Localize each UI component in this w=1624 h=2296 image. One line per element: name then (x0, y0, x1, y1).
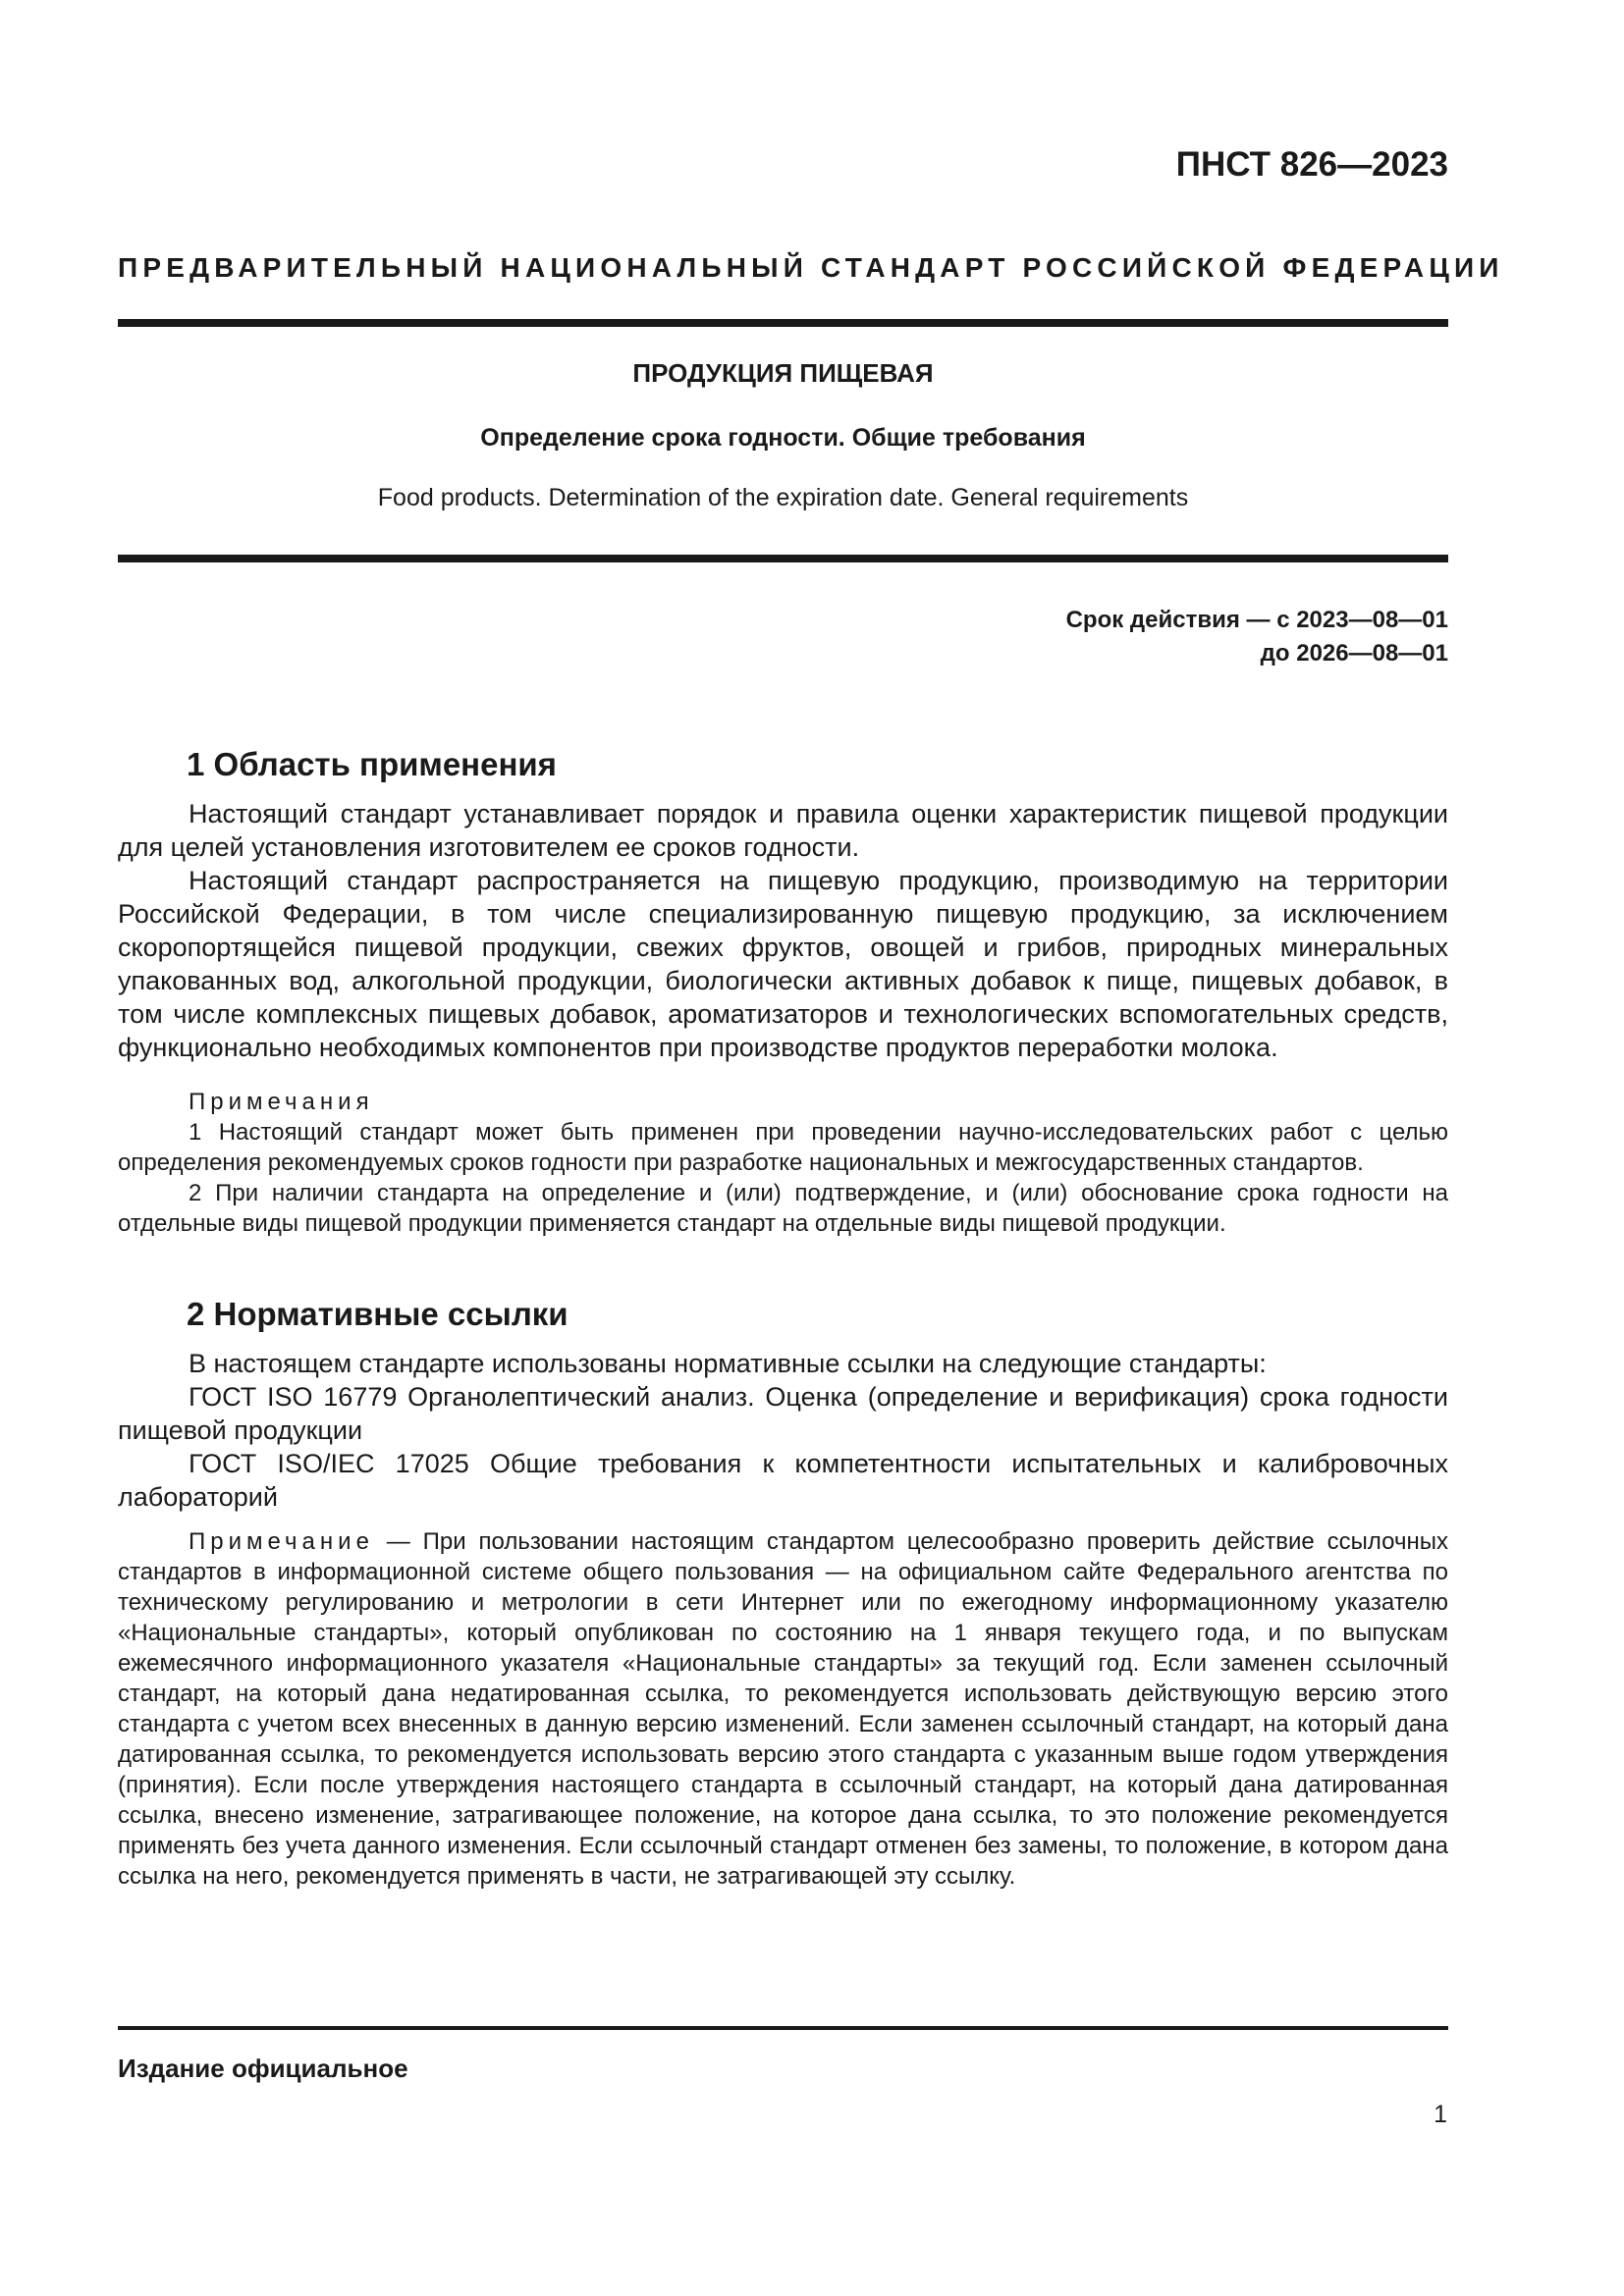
section-2-intro (118, 1347, 1448, 1380)
validity-end: до 2026—08—01 (1260, 640, 1448, 667)
note-paragraph (118, 1526, 1448, 1892)
document-title-english: Food products. Determination of the expiration date. General requirements (377, 484, 1189, 511)
reference-text: ГОСТ ISO 16779 Органолептический анализ. Оценка (определение и верификация) срока годности пищевой продукции (118, 1382, 1448, 1445)
note-1: 1 Настоящий стандарт может быть применен при проведении научно-исследовательских работ с целью определения рекомендуемых сроков годности при разработке национальных и межгосударственных стандартов. (118, 1119, 1448, 1176)
standard-type-heading: ПРЕДВАРИТЕЛЬНЫЙ НАЦИОНАЛЬНЫЙ СТАНДАРТ РОССИЙСКОЙ ФЕДЕРАЦИИ (118, 252, 1504, 283)
note-text: — При пользовании настоящим стандартом целесообразно проверить действие ссылочных стандартов в информационной системе общего пользования — на официальном сайте Федерального агентства по техническому регулированию и метрологии в сети Интернет или по ежегодному информационному указателю «Национальные стандарты», который опубликован по состоянию на 1 января текущего года, и по выпускам ежемесячного информационного указателя «Национальные стандарты» за текущий год. Если заменен ссылочный стандарт, на который дана недатированная ссылка, то рекомендуется использовать действующую версию этого стандарта с учетом всех внесенных в данную версию изменений. Если заменен ссылочный стандарт, на который дана датированная ссылка, то рекомендуется использовать версию этого стандарта с указанным выше годом утверждения (принятия). Если после утверждения настоящего стандарта в ссылочный стандарт, на который дана датированная ссылка, внесено изменение, затрагивающее положение, на которое дана ссылка, то это положение рекомендуется применять без учета данного изменения. Если ссылочный стандарт отменен без замены, то положение, в котором дана ссылка на него, рекомендуется применять в части, не затрагивающей эту ссылку. (118, 1528, 1448, 1890)
paragraph-text: Настоящий стандарт устанавливает порядок и правила оценки характеристик пищевой продукции для целей установления изготовителем ее сроков годности. (118, 799, 1448, 862)
reference-item-1 (118, 1380, 1448, 1447)
document-title: ПРОДУКЦИЯ ПИЩЕВАЯ (632, 358, 934, 388)
validity-start: Срок действия — с 2023—08—01 (1065, 607, 1448, 633)
section-2-title: 2 Нормативные ссылки (187, 1296, 568, 1332)
section-2-note (118, 1526, 1448, 1892)
paragraph-text: В настоящем стандарте использованы нормативные ссылки на следующие стандарты: (189, 1349, 1267, 1378)
paragraph-text: Настоящий стандарт распространяется на пищевую продукцию, производимую на территории Российской Федерации, в том числе специализированную пищевую продукцию, за исключением скоропортящейся пищевой продукции, свежих фруктов, овощей и грибов, природных минеральных упакованных вод, алкогольной продукции, биологически активных добавок к пище, пищевых добавок, в том числе комплексных пищевых добавок, ароматизаторов и технологических вспомогательных средств, функционально необходимых компонентов при производстве продуктов переработки молока. (118, 866, 1448, 1062)
reference-text: ГОСТ ISO/IEC 17025 Общие требования к компетентности испытательных и калибровочных лабораторий (118, 1449, 1448, 1512)
top-divider (118, 319, 1448, 327)
page-number: 1 (1434, 2101, 1447, 2128)
section-1-title: 1 Область применения (187, 746, 557, 782)
official-edition-label: Издание официальное (118, 2054, 408, 2083)
standard-code: ПНСТ 826—2023 (1175, 145, 1448, 184)
reference-item-2 (118, 1447, 1448, 1514)
section-1-notes (118, 1087, 1448, 1239)
section-1-paragraph-1 (118, 797, 1448, 864)
document-subtitle: Определение срока годности. Общие требования (480, 424, 1086, 452)
note-label: Примечание (189, 1528, 374, 1555)
validity-period (1066, 604, 1448, 670)
footer-divider (118, 2026, 1448, 2030)
section-1-paragraph-2 (118, 864, 1448, 1064)
notes-label: Примечания (189, 1089, 374, 1115)
title-divider (118, 555, 1448, 562)
note-2: 2 При наличии стандарта на определение и (или) подтверждение, и (или) обоснование срока годности на отдельные виды пищевой продукции применяется стандарт на отдельные виды пищевой продукции. (118, 1180, 1448, 1237)
